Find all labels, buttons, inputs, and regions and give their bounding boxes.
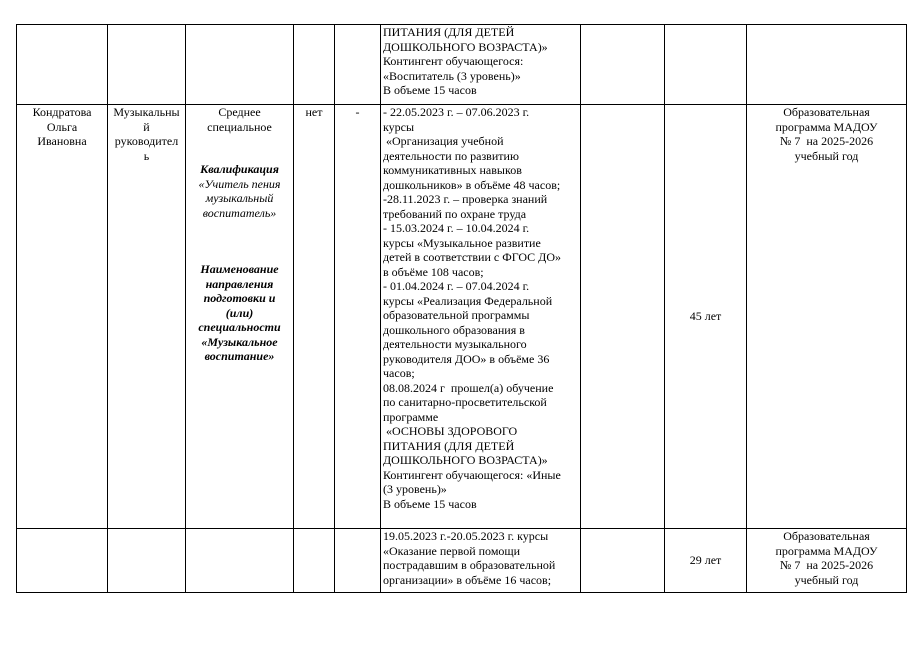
program-line: программа МАДОУ xyxy=(775,119,878,134)
cell-name xyxy=(17,25,108,105)
education-line: Среднее xyxy=(218,105,261,119)
program-line: программа МАДОУ xyxy=(775,543,878,558)
qualification-line: музыкальный xyxy=(205,191,274,205)
specialty-line: «Музыкальное xyxy=(201,334,278,349)
title-value: - xyxy=(355,105,360,119)
course-line: «Воспитатель (3 уровень)» xyxy=(383,68,521,83)
specialty-heading-line: направления xyxy=(205,276,274,291)
cell-education xyxy=(186,25,294,105)
cell-program xyxy=(747,529,907,593)
experience-value: 45 лет xyxy=(689,309,722,324)
name-line: Ивановна xyxy=(37,134,87,148)
course-line: пострадавшим в образовательной xyxy=(383,558,556,572)
course-line: Контингент обучающегося: xyxy=(383,54,524,68)
course-line: - 01.04.2024 г. – 07.04.2024 г. xyxy=(383,279,530,293)
course-line: требований по охране труда xyxy=(383,206,527,221)
qualification-heading: Квалификация xyxy=(200,162,279,176)
course-line: коммуникативных навыков xyxy=(383,163,522,177)
specialty-heading-line: (или) xyxy=(225,305,254,320)
cell-position xyxy=(108,105,186,529)
name-line: Ольга xyxy=(46,119,78,134)
table-row xyxy=(17,25,907,105)
cell-name xyxy=(17,105,108,529)
cell-general-experience xyxy=(581,25,665,105)
program-line: учебный год xyxy=(794,148,859,163)
cell-title xyxy=(335,529,381,593)
course-line: образовательной программы xyxy=(383,308,530,322)
cell-title xyxy=(335,105,381,529)
cell-program xyxy=(747,105,907,529)
cell-courses xyxy=(381,25,581,105)
course-line: (3 уровень)» xyxy=(383,482,447,496)
program-line: № 7 на 2025-2026 xyxy=(779,134,874,148)
degree-value: нет xyxy=(305,105,323,119)
course-line: деятельности по развитию xyxy=(383,148,519,163)
cell-program xyxy=(747,25,907,105)
course-line: «Оказание первой помощи xyxy=(383,543,521,558)
cell-title xyxy=(335,25,381,105)
cell-degree xyxy=(294,25,335,105)
course-line: В объеме 15 часов xyxy=(383,496,477,511)
course-line: курсы «Музыкальное развитие xyxy=(383,235,541,250)
course-line: дошкольного образования в xyxy=(383,322,525,337)
cell-courses xyxy=(381,105,581,529)
experience-value: 29 лет xyxy=(689,553,722,568)
course-line: деятельности музыкального xyxy=(383,337,527,351)
cell-degree xyxy=(294,529,335,593)
program-line: учебный год xyxy=(794,572,859,587)
program-line: № 7 на 2025-2026 xyxy=(779,558,874,572)
specialty-heading-line: подготовки и xyxy=(203,291,276,305)
course-line: -28.11.2023 г. – проверка знаний xyxy=(383,192,548,206)
course-line: детей в соответствии с ФГОС ДО» xyxy=(383,250,562,264)
cell-courses xyxy=(381,529,581,593)
position-line: Музыкальны xyxy=(113,105,180,119)
cell-position xyxy=(108,25,186,105)
course-line: ДОШКОЛЬНОГО ВОЗРАСТА)» xyxy=(383,453,548,467)
course-line: в объёме 108 часов; xyxy=(383,264,484,279)
table-row xyxy=(17,105,907,529)
position-line: руководител xyxy=(114,134,179,148)
course-line: курсы «Реализация Федеральной xyxy=(383,293,553,308)
course-line: ПИТАНИЯ (ДЛЯ ДЕТЕЙ xyxy=(383,25,515,39)
specialty-heading-line: специальности xyxy=(198,320,281,334)
course-line: «Организация учебной xyxy=(383,134,504,148)
cell-experience xyxy=(665,529,747,593)
program-line: Образовательная xyxy=(783,529,870,543)
cell-name xyxy=(17,529,108,593)
course-line: - 22.05.2023 г. – 07.06.2023 г. xyxy=(383,105,530,119)
course-line: организации» в объёме 16 часов; xyxy=(383,572,552,587)
course-line: по санитарно-просветительской xyxy=(383,395,547,409)
course-line: - 15.03.2024 г. – 10.04.2024 г. xyxy=(383,221,530,235)
course-line: 19.05.2023 г.-20.05.2023 г. курсы xyxy=(383,529,549,543)
program-line: Образовательная xyxy=(783,105,870,119)
position-line: й xyxy=(143,119,150,134)
qualification-line: воспитатель» xyxy=(202,205,277,220)
course-line: ДОШКОЛЬНОГО ВОЗРАСТА)» xyxy=(383,39,548,54)
cell-general-experience xyxy=(581,529,665,593)
course-line: курсы xyxy=(383,119,415,134)
course-line: 08.08.2024 г прошел(а) обучение xyxy=(383,380,554,395)
course-line: дошкольников» в объёме 48 часов; xyxy=(383,177,561,192)
education-line: специальное xyxy=(207,119,272,134)
course-line: «ОСНОВЫ ЗДОРОВОГО xyxy=(383,424,518,438)
cell-experience xyxy=(665,25,747,105)
course-line: руководителя ДОО» в объёме 36 xyxy=(383,351,550,366)
specialty-heading-line: Наименование xyxy=(200,262,279,276)
name-line: Кондратова xyxy=(32,105,92,119)
cell-degree xyxy=(294,105,335,529)
table-row xyxy=(17,529,907,593)
course-line: часов; xyxy=(383,366,415,380)
course-line: ПИТАНИЯ (ДЛЯ ДЕТЕЙ xyxy=(383,438,515,453)
course-line: программе xyxy=(383,409,439,424)
cell-general-experience xyxy=(581,105,665,529)
cell-position xyxy=(108,529,186,593)
course-line: В объеме 15 часов xyxy=(383,83,477,97)
staff-table xyxy=(16,24,907,593)
cell-education xyxy=(186,529,294,593)
specialty-line: воспитание» xyxy=(204,349,275,363)
cell-education xyxy=(186,105,294,529)
course-line: Контингент обучающегося: «Иные xyxy=(383,467,561,482)
qualification-line: «Учитель пения xyxy=(198,176,281,191)
cell-experience xyxy=(665,105,747,529)
position-line: ь xyxy=(143,148,150,163)
